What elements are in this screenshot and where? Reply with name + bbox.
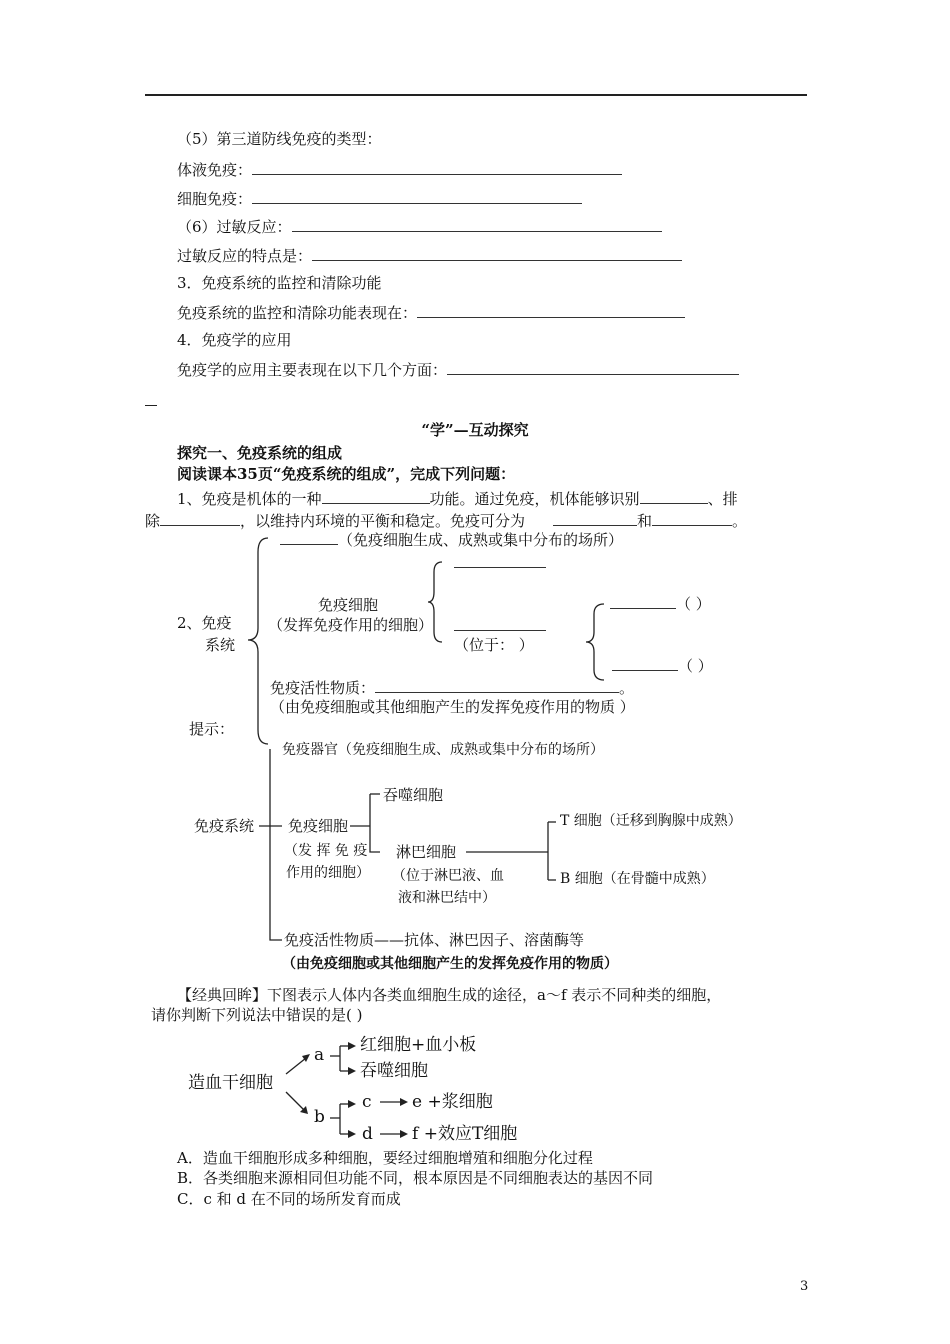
hint-active-note: （由免疫细胞或其他细胞产生的发挥免疫作用的物质） (282, 956, 618, 972)
arrow-stem-b (286, 1092, 304, 1110)
s3-text: 免疫系统的监控和清除功能表现在： (177, 303, 685, 322)
blank-lymph-2[interactable] (612, 656, 678, 671)
hint-lymph-note-1: （位于淋巴液、血 (392, 868, 504, 884)
organ-line: （免疫细胞生成、成熟或集中分布的场所） (280, 530, 623, 549)
located-note: （位于： ） (454, 636, 534, 654)
q5-title: （5）第三道防线免疫的类型： (177, 130, 382, 148)
classic-line-1: 【经典回眸】下图表示人体内各类血细胞生成的途径，a～f 表示不同种类的细胞， (177, 986, 722, 1004)
blood-rbc: 红细胞+血小板 (360, 1035, 477, 1055)
hint-active: 免疫活性物质——抗体、淋巴因子、溶菌酶等 (284, 931, 585, 949)
system-label-2: 系统 (205, 636, 236, 654)
q1-line2: 除 ，以维持内环境的平衡和稳定。免疫可分为 和 。 (145, 512, 748, 530)
hint-system: 免疫系统 (194, 817, 255, 835)
hint-label: 提示： (189, 720, 235, 738)
blood-e: e +浆细胞 (412, 1092, 493, 1112)
lymph-row-1: （ ） (610, 594, 711, 613)
blood-phago: 吞噬细胞 (360, 1061, 428, 1081)
q5-cellular: 细胞免疫： (177, 189, 582, 208)
hint-cell-note-1: （发 挥 免 疫 (284, 843, 368, 859)
q6-title: （6）过敏反应： (177, 217, 662, 236)
q6-feature: 过敏反应的特点是： (177, 246, 682, 265)
hint-lymphocyte: 淋巴细胞 (396, 843, 457, 861)
lymph-row-2: （ ） (612, 656, 713, 675)
cell-note: （发挥免疫作用的细胞） (268, 616, 434, 634)
system-brace (248, 538, 268, 744)
page-number: 3 (800, 1279, 809, 1294)
blood-stem: 造血干细胞 (188, 1073, 273, 1093)
hint-cell: 免疫细胞 (288, 817, 349, 835)
hint-phagocyte: 吞噬细胞 (383, 786, 444, 804)
hint-t-cell: T 细胞（迁移到胸腺中成熟） (560, 813, 742, 829)
blank-active[interactable] (375, 678, 619, 693)
blood-b: b (314, 1107, 325, 1127)
blood-a: a (314, 1045, 325, 1065)
option-c: C．c 和 d 在不同的场所发育而成 (177, 1190, 401, 1208)
explore1-title: 探究一、免疫系统的组成 (177, 444, 343, 462)
active-line: 免疫活性物质： 。 (270, 679, 635, 697)
blood-f: f +效应T细胞 (412, 1124, 518, 1144)
option-b: B．各类细胞来源相同但功能不同，根本原因是不同细胞表达的基因不同 (177, 1169, 654, 1187)
s4-title: 4．免疫学的应用 (177, 331, 292, 349)
blank-organ[interactable] (280, 530, 338, 545)
q1-line1: 1、免疫是机体的一种 功能。通过免疫，机体能够识别 、排 (177, 490, 738, 508)
blood-c: c (362, 1092, 372, 1112)
explore1-instruction: 阅读课本35页“免疫系统的组成”，完成下列问题： (177, 465, 516, 483)
hint-main-trunk (270, 749, 282, 940)
s4-text: 免疫学的应用主要表现在以下几个方面： (177, 360, 739, 379)
blank-cell-1[interactable] (454, 553, 546, 568)
hint-lymph-note-2: 液和淋巴结中） (398, 890, 496, 906)
blank-lymph-1[interactable] (610, 594, 676, 609)
hint-cell-note-2: 作用的细胞） (286, 865, 370, 881)
s3-title: 3．免疫系统的监控和清除功能 (177, 274, 382, 292)
hint-b-cell: B 细胞（在骨髓中成熟） (560, 871, 715, 887)
option-a: A．造血干细胞形成多种细胞，要经过细胞增殖和细胞分化过程 (177, 1149, 593, 1167)
section-title: “学”—互动探究 (421, 421, 529, 439)
blood-d: d (362, 1124, 373, 1144)
system-label-1: 2、免疫 (177, 614, 232, 632)
classic-line-2: 请你判断下列说法中错误的是( ) (151, 1006, 363, 1024)
lymph-brace (586, 604, 604, 680)
cell-title: 免疫细胞 (318, 596, 379, 614)
q5-humoral: 体液免疫： (177, 160, 622, 179)
hint-organ: 免疫器官（免疫细胞生成、成熟或集中分布的场所） (282, 742, 604, 758)
blank-cell-2[interactable] (454, 616, 546, 631)
arrow-stem-a (286, 1058, 306, 1074)
active-note: （由免疫细胞或其他细胞产生的发挥免疫作用的物质 ） (270, 698, 635, 716)
